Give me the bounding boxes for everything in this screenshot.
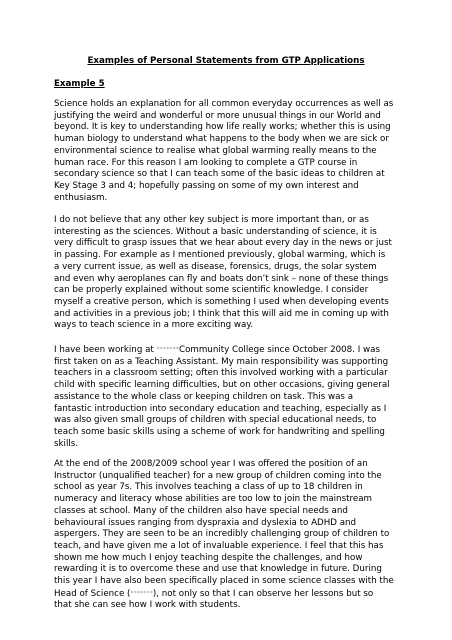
text-line: environmental science to realise what global warming really means to the bbox=[54, 145, 377, 156]
document-title: Examples of Personal Statements from GTP Applications bbox=[87, 56, 365, 66]
text-line: and even why aeroplanes can fly and boats don’t sink – none of these things bbox=[54, 273, 389, 284]
text-line: assistance to the whole class or keeping children on task. This was a bbox=[54, 391, 354, 402]
text-line: teach some basic skills using a scheme of work for handwriting and spelling bbox=[54, 426, 385, 437]
redacted-name: ******* bbox=[156, 346, 179, 353]
text-line: skills. bbox=[54, 438, 79, 449]
text-line: aspergers. They are seen to be an incredibly challenging group of children to bbox=[54, 529, 390, 540]
example-heading: Example 5 bbox=[54, 79, 105, 89]
text-line: enthusiasm. bbox=[54, 192, 108, 203]
paragraph-2 bbox=[54, 215, 426, 332]
text-line: a very current issue, as well as disease, forensics, drugs, the solar system bbox=[54, 261, 377, 272]
text-line: that she can see how I work with students. bbox=[54, 600, 241, 611]
text-line: human race. For this reason I am looking to complete a GTP course in bbox=[54, 157, 358, 168]
paragraph-3 bbox=[54, 344, 426, 450]
text-line: human biology to understand what happens to the body when we are sick or bbox=[54, 134, 389, 145]
redacted-name: ******* bbox=[130, 589, 153, 597]
text-line: can be properly explained without some scientific knowledge. I consider bbox=[54, 285, 369, 296]
text-line: teach, and have given me a lot of invaluable experience. I feel that this has bbox=[54, 540, 384, 551]
text-fragment: Community College since October 2008. I was bbox=[179, 345, 380, 355]
text-line: this year I have also been specifically placed in some science classes with the bbox=[54, 576, 394, 587]
text-line: in passing. For example as I mentioned previously, global warming, which is bbox=[54, 250, 386, 261]
text-line: beyond. It is key to understanding how life really works; whether this is using bbox=[54, 122, 391, 133]
text-line: behavioural issues ranging from dyspraxia and dyslexia to ADHD and bbox=[54, 517, 357, 528]
text-line: At the end of the 2008/2009 school year I was offered the position of an bbox=[54, 459, 368, 469]
text-fragment: ), not only so that I can observe her lessons but so bbox=[152, 588, 374, 599]
text-fragment: Head of Science ( bbox=[54, 588, 131, 599]
text-line: teachers in a classroom setting; often this involved working with a particular bbox=[54, 368, 388, 379]
text-line: justifying the weird and wonderful or more unusual things in our World and bbox=[54, 110, 381, 121]
text-line: numeracy and literacy whose abilities are too low to join the mainstream bbox=[54, 494, 373, 505]
text-line: rewarding it is to overcome these and use that knowledge in future. During bbox=[54, 564, 382, 575]
text-line: myself a creative person, which is something I used when developing events bbox=[54, 296, 389, 307]
text-line: Key Stage 3 and 4; hopefully passing on some of my own interest and bbox=[54, 180, 359, 191]
text-line bbox=[54, 588, 426, 601]
paragraph-1 bbox=[54, 99, 426, 204]
text-line: was also given small groups of children with special educational needs, to bbox=[54, 415, 377, 426]
text-line: and activities in a previous job; I think that this will aid me in coming up with bbox=[54, 308, 389, 319]
text-line: school as year 7s. This involves teaching a class of up to 18 children in bbox=[54, 482, 363, 493]
text-line: first taken on as a Teaching Assistant. My main responsibility was supporting bbox=[54, 356, 389, 367]
text-line: fantastic introduction into secondary education and teaching, especially as I bbox=[54, 403, 387, 414]
text-line: secondary science so that I can teach some of the basic ideas to children at bbox=[54, 169, 385, 180]
text-fragment: I have been working at bbox=[54, 345, 157, 355]
text-line: interesting as the sciences. Without a basic understanding of science, it is bbox=[54, 226, 377, 237]
text-line: classes at school. Many of the children also have special needs and bbox=[54, 505, 348, 516]
paragraph-4 bbox=[54, 459, 426, 612]
text-line: shown me how much I enjoy teaching despite the challenges, and how bbox=[54, 552, 363, 563]
text-line: Instructor (unqualified teacher) for a new group of children coming into the bbox=[54, 470, 382, 481]
text-line: I do not believe that any other key subject is more important than, or as bbox=[54, 215, 369, 225]
text-line: Science holds an explanation for all common everyday occurrences as well as bbox=[54, 99, 394, 109]
text-line: child with specific learning difficulties, but on other occasions, giving general bbox=[54, 380, 390, 391]
text-line: ways to teach science in a more exciting way. bbox=[54, 320, 254, 331]
text-line bbox=[54, 344, 426, 357]
text-line: very difficult to grasp issues that we hear about every day in the news or just bbox=[54, 238, 392, 249]
